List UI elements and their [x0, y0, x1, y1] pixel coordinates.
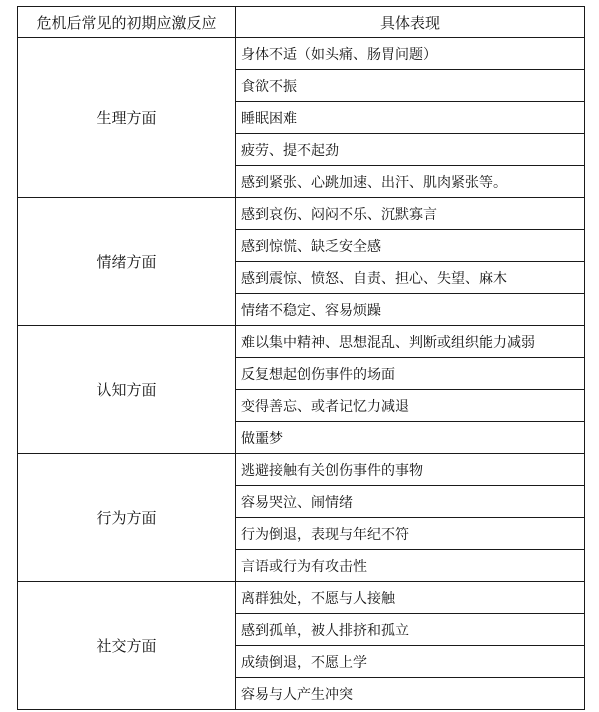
table-row: [18, 582, 585, 614]
item-cell: 感到孤单，被人排挤和孤立: [236, 614, 585, 646]
item-cell: 离群独处，不愿与人接触: [236, 582, 585, 614]
item-cell: 食欲不振: [236, 70, 585, 102]
item-cell: 容易与人产生冲突: [236, 678, 585, 710]
category-cell-social: 社交方面: [18, 582, 236, 710]
table-body: [18, 38, 585, 710]
item-cell: 反复想起创伤事件的场面: [236, 358, 585, 390]
item-cell: 容易哭泣、闹情绪: [236, 486, 585, 518]
header-manifestation: 具体表现: [236, 7, 585, 38]
category-cell-emotional: 情绪方面: [18, 198, 236, 326]
item-cell: 感到震惊、愤怒、自责、担心、失望、麻木: [236, 262, 585, 294]
item-cell: 行为倒退，表现与年纪不符: [236, 518, 585, 550]
table-row: [18, 38, 585, 70]
item-cell: 逃避接触有关创伤事件的事物: [236, 454, 585, 486]
item-cell: 成绩倒退，不愿上学: [236, 646, 585, 678]
table-row: [18, 326, 585, 358]
category-cell-cognitive: 认知方面: [18, 326, 236, 454]
item-cell: 言语或行为有攻击性: [236, 550, 585, 582]
item-cell: 感到紧张、心跳加速、出汗、肌肉紧张等。: [236, 166, 585, 198]
item-cell: 做噩梦: [236, 422, 585, 454]
item-cell: 变得善忘、或者记忆力减退: [236, 390, 585, 422]
item-cell: 疲劳、提不起劲: [236, 134, 585, 166]
category-cell-physiological: 生理方面: [18, 38, 236, 198]
header-category: 危机后常见的初期应激反应: [18, 7, 236, 38]
item-cell: 难以集中精神、思想混乱、判断或组织能力减弱: [236, 326, 585, 358]
table-row: [18, 454, 585, 486]
item-cell: 感到惊慌、缺乏安全感: [236, 230, 585, 262]
table-row: [18, 198, 585, 230]
document-page: [17, 6, 584, 705]
stress-reaction-table: [17, 6, 585, 710]
item-cell: 情绪不稳定、容易烦躁: [236, 294, 585, 326]
header-row: [18, 7, 585, 38]
item-cell: 感到哀伤、闷闷不乐、沉默寡言: [236, 198, 585, 230]
item-cell: 身体不适（如头痛、肠胃问题）: [236, 38, 585, 70]
item-cell: 睡眠困难: [236, 102, 585, 134]
category-cell-behavioral: 行为方面: [18, 454, 236, 582]
table-header: [18, 7, 585, 38]
